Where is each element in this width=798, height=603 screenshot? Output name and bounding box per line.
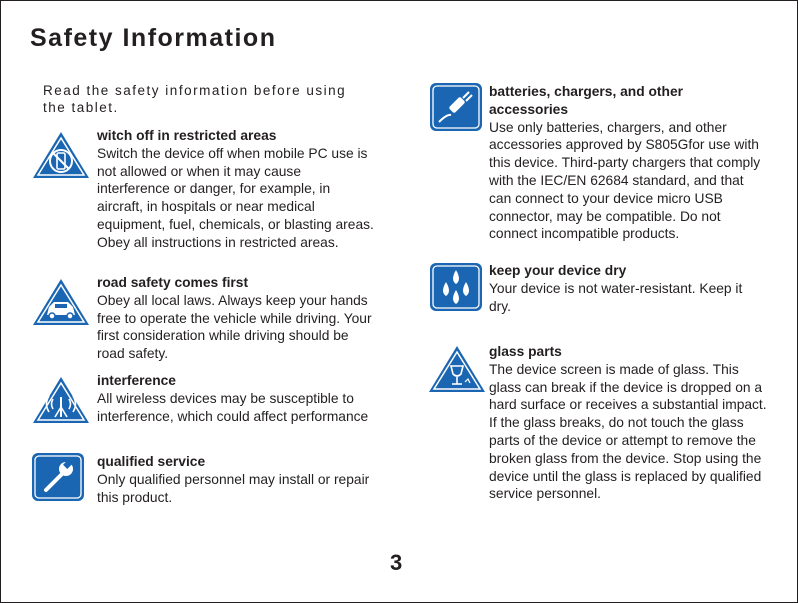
wrench-icon <box>31 452 85 502</box>
section-interference <box>97 372 375 425</box>
section-body: Only qualified personnel may install or repair this product. <box>97 471 370 505</box>
section-restricted-areas <box>97 127 375 252</box>
page-number: 3 <box>390 550 403 575</box>
section-glass-parts <box>489 343 769 503</box>
section-heading: witch off in restricted areas <box>97 128 277 143</box>
section-heading: qualified service <box>97 454 206 469</box>
section-heading: road safety comes first <box>97 275 249 290</box>
section-road-safety <box>97 274 375 363</box>
water-drops-icon <box>429 262 483 312</box>
device-off-icon <box>31 130 91 180</box>
section-body: Obey all local laws. Always keep your hands free to operate the vehicle while driving. Your first consideration while driving should be road safety. <box>97 292 372 362</box>
section-body: Your device is not water-resistant. Keep it dry. <box>489 280 743 314</box>
page-title: Safety Information <box>30 24 277 52</box>
charger-plug-icon <box>429 82 483 132</box>
section-batteries-chargers <box>489 83 764 243</box>
section-heading: glass parts <box>489 344 562 359</box>
section-keep-dry <box>489 262 764 315</box>
section-heading: batteries, chargers, and other accessories <box>489 84 683 117</box>
section-body: All wireless devices may be susceptible to interference, which could affect performance <box>97 390 369 424</box>
interference-icon <box>31 375 91 425</box>
car-icon <box>31 277 91 327</box>
section-heading: interference <box>97 373 176 388</box>
intro-text: Read the safety information before using the tablet. <box>43 83 347 115</box>
section-body: Use only batteries, chargers, and other accessories approved by S805Gfor use with this device. Third-party chargers that comply with the IEC/EN 62684 standard, and that can connect to your device micro USB connector, may be compatible. Do not connect incompatible products. <box>489 119 761 242</box>
section-qualified-service <box>97 453 375 506</box>
section-body: Switch the device off when mobile PC use is not allowed or when it may cause interference or danger, for example, in aircraft, in hospitals or near medical equipment, fuel, chemicals, or blasting areas. Obey all instructions in restricted areas. <box>97 145 374 250</box>
section-heading: keep your device dry <box>489 263 627 278</box>
glass-warning-icon <box>427 344 487 394</box>
section-body: The device screen is made of glass. This glass can break if the device is dropped on a hard surface or receives a substantial impact. If the glass breaks, do not touch the glass parts of the device or attempt to remove the broken glass from the device. Stop using the device until the glass is replaced by qualified service personnel. <box>489 361 767 502</box>
